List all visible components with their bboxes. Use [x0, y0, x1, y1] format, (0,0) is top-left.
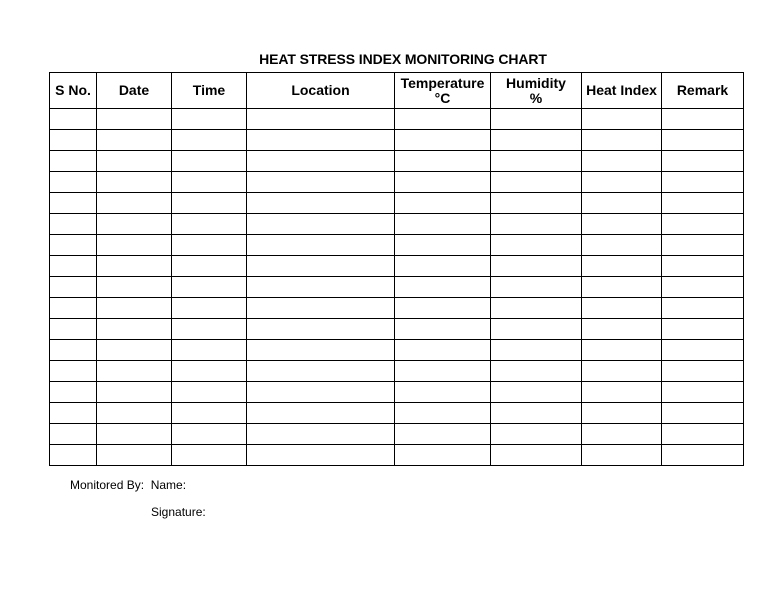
table-cell — [491, 193, 582, 214]
table-cell — [50, 403, 97, 424]
table-cell — [662, 256, 744, 277]
table-cell — [172, 424, 247, 445]
table-cell — [491, 298, 582, 319]
table-cell — [97, 214, 172, 235]
table-row — [50, 298, 744, 319]
table-row — [50, 319, 744, 340]
table-cell — [247, 235, 395, 256]
table-row — [50, 151, 744, 172]
table-row — [50, 382, 744, 403]
table-cell — [395, 235, 491, 256]
table-cell — [97, 109, 172, 130]
table-cell — [662, 130, 744, 151]
table-cell — [172, 319, 247, 340]
header-remark: Remark — [662, 73, 744, 109]
table-cell — [247, 130, 395, 151]
table-cell — [247, 403, 395, 424]
table-cell — [247, 361, 395, 382]
table-cell — [395, 445, 491, 466]
table-cell — [491, 172, 582, 193]
table-cell — [97, 340, 172, 361]
table-row — [50, 193, 744, 214]
header-row — [50, 73, 744, 109]
table-cell — [395, 340, 491, 361]
table-cell — [395, 130, 491, 151]
table-cell — [582, 403, 662, 424]
table-cell — [582, 214, 662, 235]
table-cell — [247, 382, 395, 403]
table-cell — [97, 172, 172, 193]
table-row — [50, 424, 744, 445]
table-cell — [50, 214, 97, 235]
table-cell — [582, 298, 662, 319]
table-cell — [50, 319, 97, 340]
table-cell — [662, 382, 744, 403]
table-cell — [662, 361, 744, 382]
table-cell — [50, 340, 97, 361]
table-cell — [662, 214, 744, 235]
table-row — [50, 403, 744, 424]
table-cell — [172, 340, 247, 361]
name-label: Name: — [150, 478, 187, 492]
table-cell — [582, 109, 662, 130]
table-cell — [50, 172, 97, 193]
table-cell — [50, 361, 97, 382]
table-cell — [662, 151, 744, 172]
table-cell — [662, 235, 744, 256]
header-time: Time — [172, 73, 247, 109]
table-cell — [247, 109, 395, 130]
header-temperature: Temperature °C — [395, 73, 491, 109]
table-cell — [247, 445, 395, 466]
table-cell — [395, 109, 491, 130]
table-cell — [247, 151, 395, 172]
table-cell — [172, 235, 247, 256]
header-date: Date — [97, 73, 172, 109]
table-cell — [395, 172, 491, 193]
table-cell — [50, 382, 97, 403]
table-row — [50, 445, 744, 466]
chart-title: HEAT STRESS INDEX MONITORING CHART — [259, 51, 547, 67]
table-cell — [662, 403, 744, 424]
table-cell — [247, 172, 395, 193]
table-cell — [172, 277, 247, 298]
table-cell — [172, 130, 247, 151]
table-body — [50, 109, 744, 466]
table-row — [50, 361, 744, 382]
table-cell — [582, 361, 662, 382]
table-cell — [247, 193, 395, 214]
table-cell — [97, 256, 172, 277]
monitored-by-label: Monitored By: — [70, 478, 145, 492]
table-cell — [172, 214, 247, 235]
table-cell — [582, 193, 662, 214]
table-cell — [172, 361, 247, 382]
table-cell — [172, 193, 247, 214]
table-cell — [491, 319, 582, 340]
table-cell — [172, 172, 247, 193]
table-cell — [50, 445, 97, 466]
signature-label: Signature: — [151, 505, 206, 519]
table-cell — [172, 256, 247, 277]
table-cell — [395, 298, 491, 319]
table-cell — [662, 193, 744, 214]
table-cell — [172, 151, 247, 172]
table-cell — [50, 130, 97, 151]
table-cell — [50, 109, 97, 130]
table-cell — [491, 235, 582, 256]
table-cell — [582, 319, 662, 340]
table-cell — [395, 319, 491, 340]
table-cell — [662, 277, 744, 298]
table-cell — [582, 235, 662, 256]
table-cell — [582, 424, 662, 445]
table-cell — [50, 424, 97, 445]
table-cell — [662, 109, 744, 130]
table-cell — [247, 256, 395, 277]
table-cell — [491, 403, 582, 424]
table-cell — [582, 172, 662, 193]
table-cell — [97, 235, 172, 256]
table-cell — [491, 361, 582, 382]
table-cell — [97, 319, 172, 340]
table-cell — [247, 340, 395, 361]
table-cell — [491, 382, 582, 403]
table-cell — [491, 109, 582, 130]
table-cell — [582, 130, 662, 151]
table-row — [50, 340, 744, 361]
table-cell — [97, 403, 172, 424]
table-cell — [491, 340, 582, 361]
signature-line — [151, 505, 206, 519]
table-row — [50, 130, 744, 151]
table-cell — [97, 424, 172, 445]
table-cell — [582, 151, 662, 172]
header-s-no: S No. — [50, 73, 97, 109]
table-cell — [50, 193, 97, 214]
table-cell — [395, 277, 491, 298]
table-cell — [97, 382, 172, 403]
table-row — [50, 214, 744, 235]
table-cell — [491, 214, 582, 235]
table-cell — [97, 193, 172, 214]
table-cell — [662, 172, 744, 193]
header-location: Location — [247, 73, 395, 109]
table-cell — [395, 403, 491, 424]
monitored-by — [70, 478, 186, 492]
table-cell — [582, 277, 662, 298]
header-humidity: Humidity % — [491, 73, 582, 109]
table-cell — [172, 403, 247, 424]
table-cell — [491, 151, 582, 172]
table-cell — [582, 382, 662, 403]
table-cell — [491, 424, 582, 445]
table-cell — [247, 298, 395, 319]
table-cell — [97, 445, 172, 466]
table-cell — [97, 151, 172, 172]
table-cell — [395, 424, 491, 445]
table-cell — [247, 319, 395, 340]
table-cell — [247, 214, 395, 235]
table-cell — [50, 235, 97, 256]
table-row — [50, 277, 744, 298]
table-cell — [50, 277, 97, 298]
table-cell — [97, 277, 172, 298]
table-cell — [395, 382, 491, 403]
table-cell — [395, 214, 491, 235]
table-cell — [395, 361, 491, 382]
table-cell — [491, 256, 582, 277]
table-cell — [395, 193, 491, 214]
table-cell — [582, 256, 662, 277]
table-cell — [50, 298, 97, 319]
table-cell — [247, 424, 395, 445]
table-cell — [50, 256, 97, 277]
table-cell — [172, 382, 247, 403]
table-cell — [97, 361, 172, 382]
table-cell — [247, 277, 395, 298]
table-cell — [395, 256, 491, 277]
table-cell — [582, 445, 662, 466]
table-cell — [395, 151, 491, 172]
table-cell — [662, 445, 744, 466]
table-cell — [172, 109, 247, 130]
table-cell — [97, 298, 172, 319]
table-cell — [172, 298, 247, 319]
table-row — [50, 109, 744, 130]
table-cell — [172, 445, 247, 466]
header-heat-index: Heat Index — [582, 73, 662, 109]
table-row — [50, 235, 744, 256]
table-row — [50, 172, 744, 193]
table-cell — [662, 340, 744, 361]
table-cell — [50, 151, 97, 172]
table-cell — [582, 340, 662, 361]
monitoring-table — [49, 72, 744, 466]
table-cell — [662, 424, 744, 445]
table-row — [50, 256, 744, 277]
table-cell — [491, 277, 582, 298]
table-cell — [662, 298, 744, 319]
table-cell — [662, 319, 744, 340]
table-cell — [491, 130, 582, 151]
table-cell — [491, 445, 582, 466]
table-cell — [97, 130, 172, 151]
